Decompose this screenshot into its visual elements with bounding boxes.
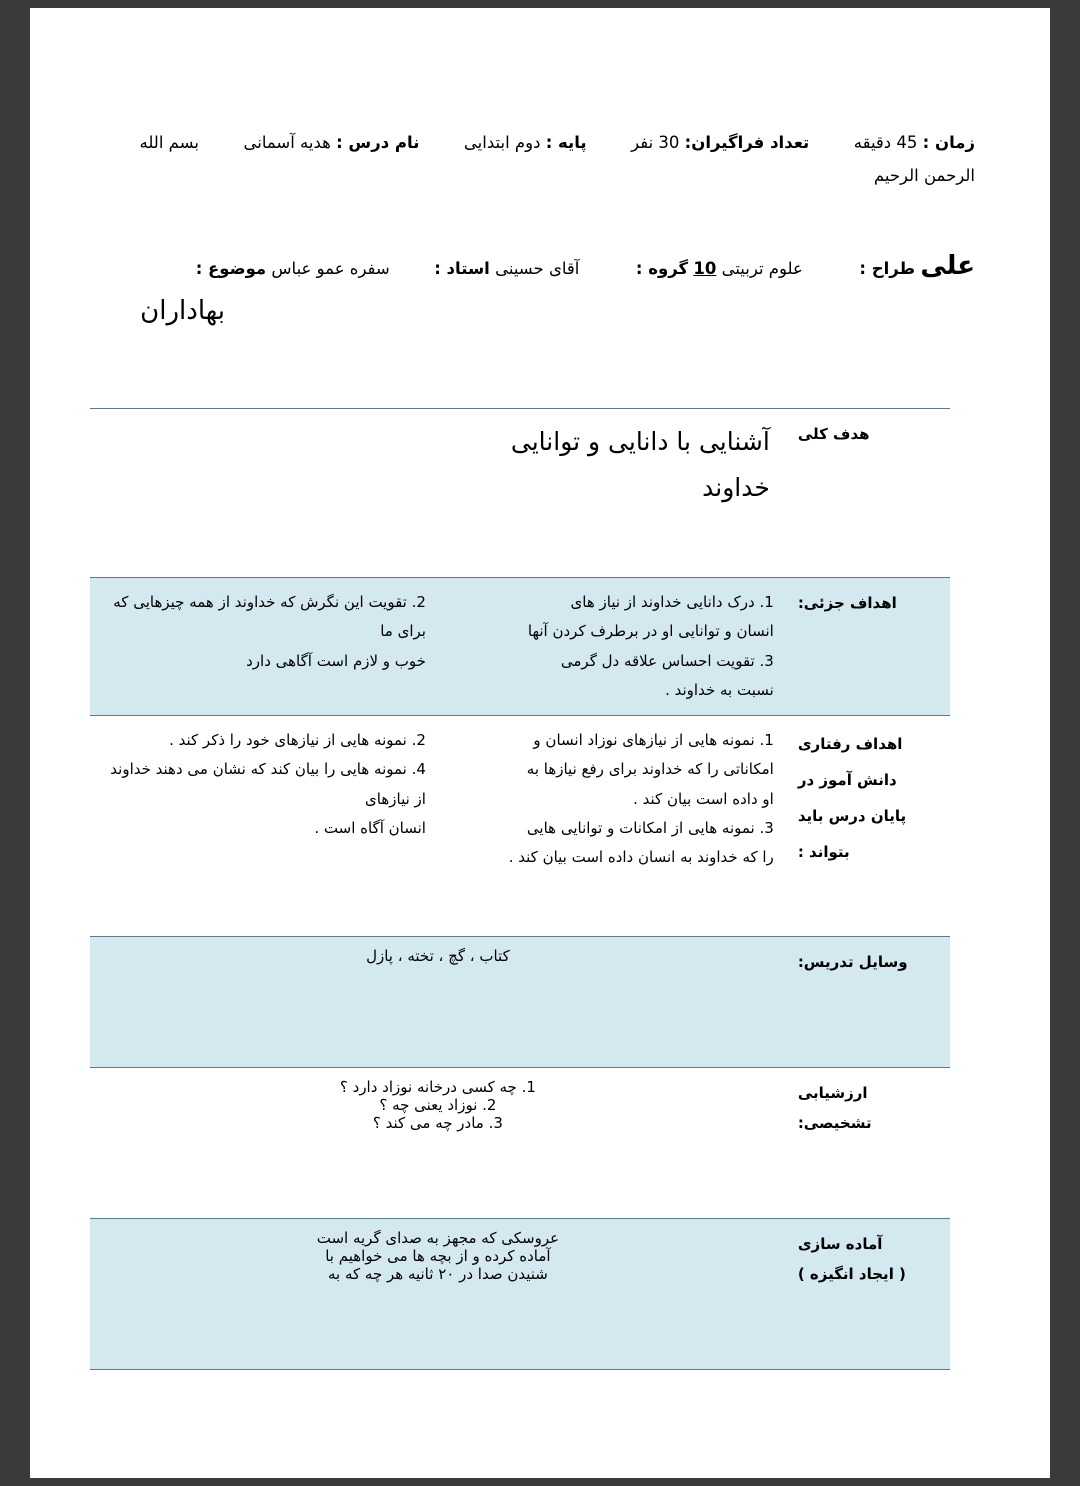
overall-goal-line-2: خداوند xyxy=(702,473,770,503)
behavioral-label-line-3: پایان درس باید xyxy=(797,807,907,825)
lesson-plan-table xyxy=(90,408,950,1370)
header-line-2 xyxy=(95,240,975,292)
behavioral-left-line-4: 3. نمونه هایی از امکانات و توانایی هایی xyxy=(526,818,774,837)
behavioral-label-line-1: اهداف رفتاری xyxy=(797,735,903,753)
preparation-line-2: آماده کرده و از بچه ها می خواهیم با xyxy=(325,1247,551,1265)
behavioral-left-line-2: امکاناتی را که خداوند برای رفع نیازها به xyxy=(526,760,774,779)
row-content-partial-goals-right xyxy=(90,578,438,716)
teaching-tools-text: کتاب ، گچ ، تخته ، پازل xyxy=(366,947,510,965)
behavioral-right-line-3: انسان آگاه است . xyxy=(314,818,426,837)
preparation-label-line-1: آماده سازی xyxy=(797,1235,883,1253)
row-content-preparation xyxy=(90,1219,786,1370)
table-row-diagnostic-eval xyxy=(90,1068,950,1219)
preparation-label-line-2: ( ایجاد انگیزه ) xyxy=(797,1265,906,1283)
behavioral-right-line-1: 2. نمونه هایی از نیازهای خود را ذکر کند . xyxy=(169,731,426,749)
header-lesson-label: نام درس : xyxy=(336,133,420,152)
header-designer-value: علی xyxy=(920,251,975,281)
partial-goals-right-line-2: خوب و لازم است آگاهی دارد xyxy=(246,651,426,670)
header-teacher-label: استاد : xyxy=(434,259,490,278)
diagnostic-line-3: 3. مادر چه می کند ؟ xyxy=(372,1114,503,1132)
document-page xyxy=(30,8,1050,1478)
row-label-preparation xyxy=(786,1219,950,1370)
table-row-partial-goals xyxy=(90,578,950,716)
behavioral-label-line-4: بتواند : xyxy=(797,843,850,861)
row-label-overall-goal: هدف کلی xyxy=(786,409,950,578)
header-learners-label: تعداد فراگیران: xyxy=(684,133,810,152)
header-grade-value: دوم ابتدایی xyxy=(463,133,541,152)
row-label-partial-goals: اهداف جزئی: xyxy=(786,578,950,716)
diagnostic-label-line-1: ارزشیابی xyxy=(797,1084,868,1102)
partial-goals-left-line-4: نسبت به خداوند . xyxy=(665,680,774,699)
row-label-behavioral-goals xyxy=(786,716,950,937)
header-line-1 xyxy=(95,126,975,192)
behavioral-left-line-5: را که خداوند به انسان داده است بیان کند . xyxy=(508,848,774,866)
behavioral-left-line-1: 1. نمونه هایی از نیازهای نوزاد انسان و xyxy=(533,731,774,749)
row-content-diagnostic-eval xyxy=(90,1068,786,1219)
preparation-line-1: عروسکی که مجهز به صدای گریه است xyxy=(316,1229,560,1247)
diagnostic-label-line-2: تشخیصی: xyxy=(797,1114,872,1132)
row-content-partial-goals-left xyxy=(438,578,786,716)
table-row-preparation xyxy=(90,1219,950,1370)
behavioral-label-line-2: دانش آموز در xyxy=(797,771,897,789)
header-time-label: زمان : xyxy=(922,133,975,152)
header-group-field: علوم تربیتی xyxy=(721,259,803,278)
partial-goals-left-line-2: انسان و توانایی او در برطرف کردن آنها xyxy=(527,622,774,641)
header-time-value: 45 دقیقه xyxy=(853,133,918,152)
behavioral-left-line-3: او داده است بیان کند . xyxy=(633,789,774,808)
diagnostic-line-1: 1. چه کسی درخانه نوزاد دارد ؟ xyxy=(339,1078,536,1096)
header-basmala: بسم الله الرحمن الرحیم xyxy=(139,133,975,185)
partial-goals-left-line-1: 1. درک دانایی خداوند از نیاز های xyxy=(570,593,774,611)
header-topic-value: سفره عمو عباس xyxy=(271,259,390,278)
header-lesson-value: هدیه آسمانی xyxy=(243,133,331,152)
row-content-overall-goal xyxy=(90,409,786,578)
header-topic-label: موضوع : xyxy=(195,259,267,278)
row-content-behavioral-left xyxy=(438,716,786,937)
row-label-teaching-tools: وسایل تدریس: xyxy=(786,937,950,1068)
table-row-overall-goal xyxy=(90,409,950,578)
table-row-teaching-tools xyxy=(90,937,950,1068)
header-teacher-value: آقای حسینی xyxy=(495,259,580,278)
header-designer-label: طراح : xyxy=(859,259,916,278)
header-group-label: گروه : xyxy=(635,259,689,278)
behavioral-right-line-2: 4. نمونه هایی را بیان کند که نشان می دهند خداوند از نیازهای xyxy=(110,760,426,808)
header-designer-lastname: بهاداران xyxy=(140,296,225,326)
row-content-teaching-tools xyxy=(90,937,786,1068)
row-label-diagnostic-eval xyxy=(786,1068,950,1219)
table-row-behavioral-goals xyxy=(90,716,950,937)
partial-goals-right-line-1: 2. تقویت این نگرش که خداوند از همه چیزهایی که برای ما xyxy=(113,593,426,641)
preparation-line-3: شنیدن صدا در ۲۰ ثانیه هر چه که به xyxy=(327,1265,548,1283)
diagnostic-line-2: 2. نوزاد یعنی چه ؟ xyxy=(379,1096,497,1114)
overall-goal-line-1: آشنایی با دانایی و توانایی xyxy=(510,427,770,456)
header-learners-value: 30 نفر xyxy=(631,133,680,152)
partial-goals-left-line-3: 3. تقویت احساس علاقه دل گرمی xyxy=(560,651,774,670)
row-content-behavioral-right xyxy=(90,716,438,937)
header-grade-label: پایه : xyxy=(545,133,587,152)
header-group-value: 10 xyxy=(693,259,717,278)
